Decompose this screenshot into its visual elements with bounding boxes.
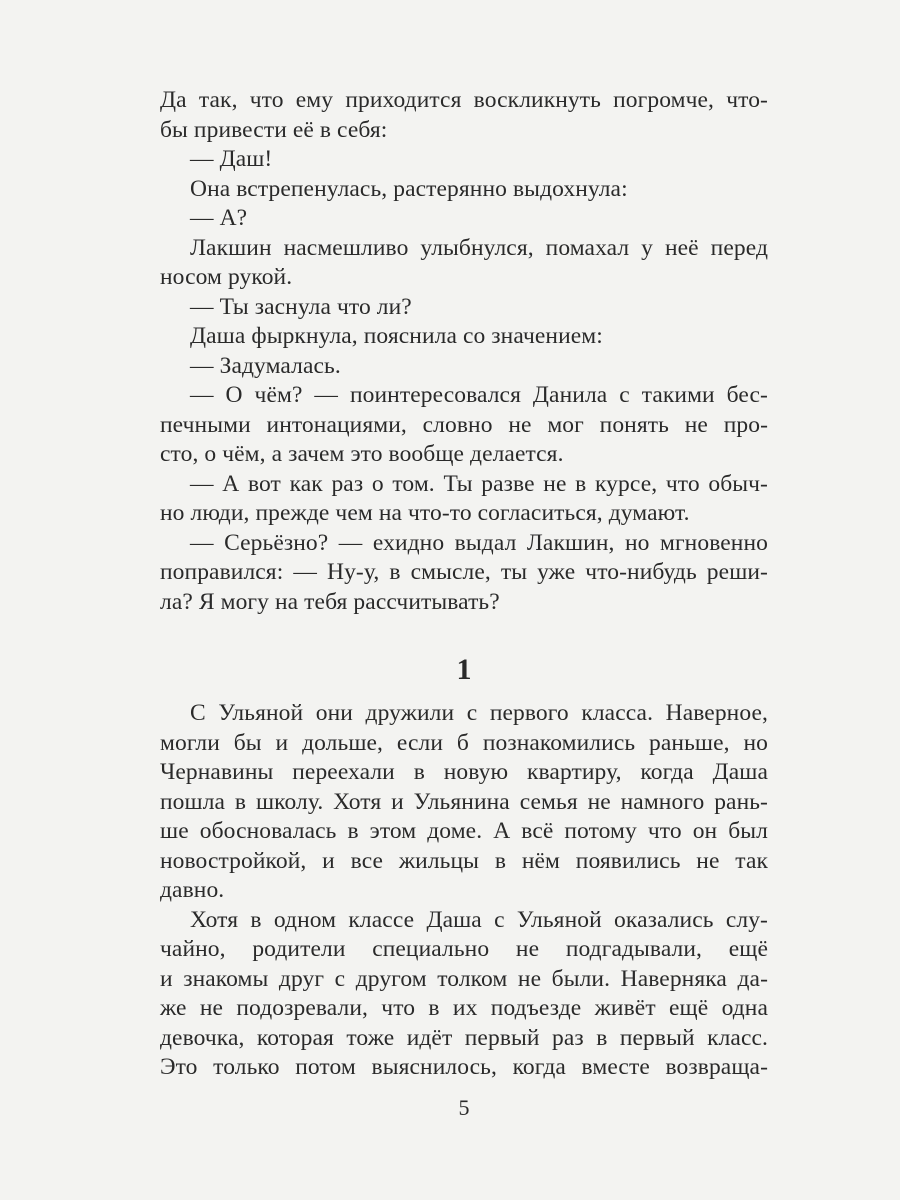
text-line: Чернавины переехали в новую квартиру, когда Даша: [160, 759, 768, 785]
text-line: — Задумалась.: [190, 352, 341, 379]
page-number: 5: [458, 1094, 470, 1120]
text-block-top: [160, 86, 768, 617]
text-line: Она встрепенулась, растерянно выдохнула:: [190, 175, 628, 202]
text-line: Хотя в одном классе Даша с Ульяной оказались слу-: [190, 906, 768, 933]
text-line: ла? Я могу на тебя рассчитывать?: [160, 588, 500, 615]
text-line: — О чём? — поинтересовался Данила с такими бес-: [190, 382, 768, 408]
text-line: пошла в школу. Хотя и Ульянина семья не намного рань-: [160, 788, 768, 815]
text-line: же не подозревали, что в их подъезде живёт ещё одна: [160, 995, 768, 1021]
text-line: носом рукой.: [160, 264, 293, 290]
text-block-chapter: [160, 699, 768, 1083]
text-line: С Ульяной они дружили с первого класса. Наверное,: [190, 700, 768, 726]
text-line: — Серьёзно? — ехидно выдал Лакшин, но мгновенно: [190, 529, 768, 556]
text-line: и знакомы друг с другом толком не были. Наверняка да-: [160, 965, 768, 992]
text-line: но люди, прежде чем на что-то согласиться, думают.: [160, 500, 690, 526]
text-line: — Ты заснула что ли?: [190, 293, 412, 320]
text-line: девочка, которая тоже идёт первый раз в первый класс.: [160, 1024, 768, 1051]
text-line: новостройкой, и все жильцы в нём появились не так: [160, 847, 768, 874]
chapter-number: 1: [456, 653, 472, 686]
text-line: — А вот как раз о том. Ты разве не в курсе, что обыч-: [190, 470, 768, 497]
text-line: Даша фыркнула, пояснила со значением:: [190, 323, 603, 349]
text-line: бы привести её в себя:: [160, 116, 388, 143]
text-line: печными интонациями, словно не мог понять не про-: [160, 411, 768, 438]
text-line: чайно, родители специально не подгадывали, ещё: [160, 936, 768, 962]
text-line: поправился: — Ну-у, в смысле, ты уже что-нибудь реши-: [160, 559, 768, 585]
text-line: могли бы и дольше, если б познакомились раньше, но: [160, 729, 768, 756]
text-line: ше обосновалась в этом доме. А всё потому что он был: [160, 818, 768, 844]
text-line: давно.: [160, 877, 225, 903]
text-line: Лакшин насмешливо улыбнулся, помахал у неё перед: [190, 234, 768, 261]
text-line: Да так, что ему приходится воскликнуть погромче, что-: [160, 87, 768, 113]
text-line: — Даш!: [190, 146, 273, 172]
text-line: сто, о чём, а зачем это вообще делается.: [160, 441, 564, 467]
text-line: — А?: [190, 205, 248, 231]
text-line: Это только потом выяснилось, когда вместе возвраща-: [160, 1054, 768, 1080]
